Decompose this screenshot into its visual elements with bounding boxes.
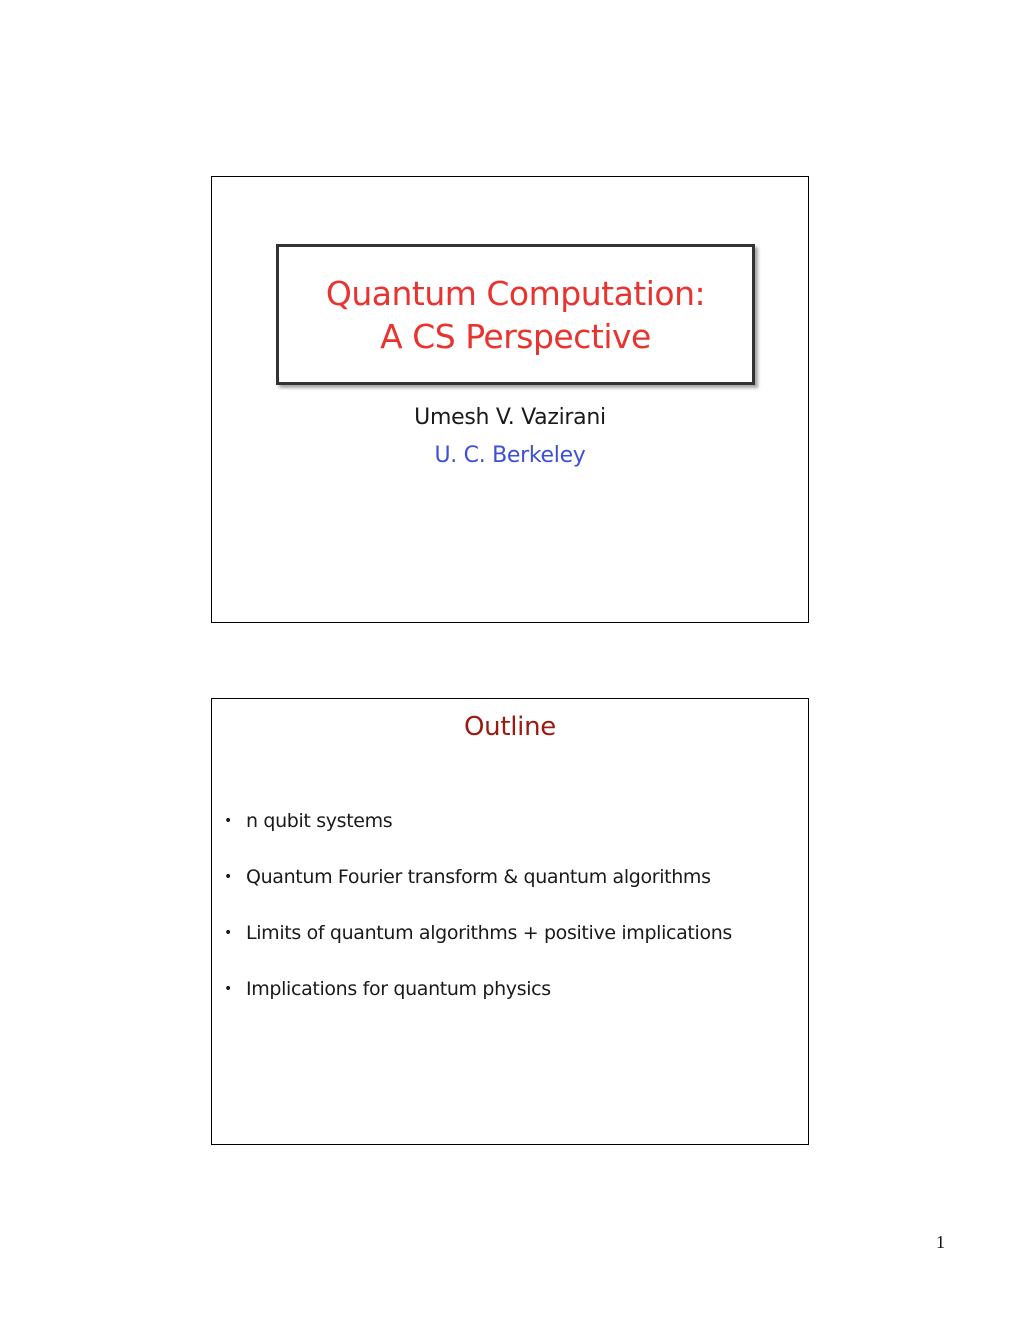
list-item-text: Implications for quantum physics [246,978,551,1000]
title-slide [211,176,809,623]
slide-title-line-1: Quantum Computation: [325,274,706,313]
list-item-text: Quantum Fourier transform & quantum algorithms [246,866,711,888]
list-item [224,809,732,833]
page-number: 1 [936,1232,945,1252]
bullet-icon: • [224,813,232,829]
title-box [276,244,755,385]
author-name: Umesh V. Vazirani [414,405,606,430]
list-item [224,865,732,889]
list-item [224,977,732,1001]
bullet-icon: • [224,869,232,885]
slide-title-line-2: A CS Perspective [380,317,651,356]
author-affiliation: U. C. Berkeley [434,443,586,468]
outline-list [224,809,732,1033]
list-item-text: n qubit systems [246,810,393,832]
outline-heading: Outline [464,712,556,742]
bullet-icon: • [224,981,232,997]
bullet-icon: • [224,925,232,941]
outline-slide [211,698,809,1145]
list-item-text: Limits of quantum algorithms + positive implications [246,922,732,944]
list-item [224,921,732,945]
